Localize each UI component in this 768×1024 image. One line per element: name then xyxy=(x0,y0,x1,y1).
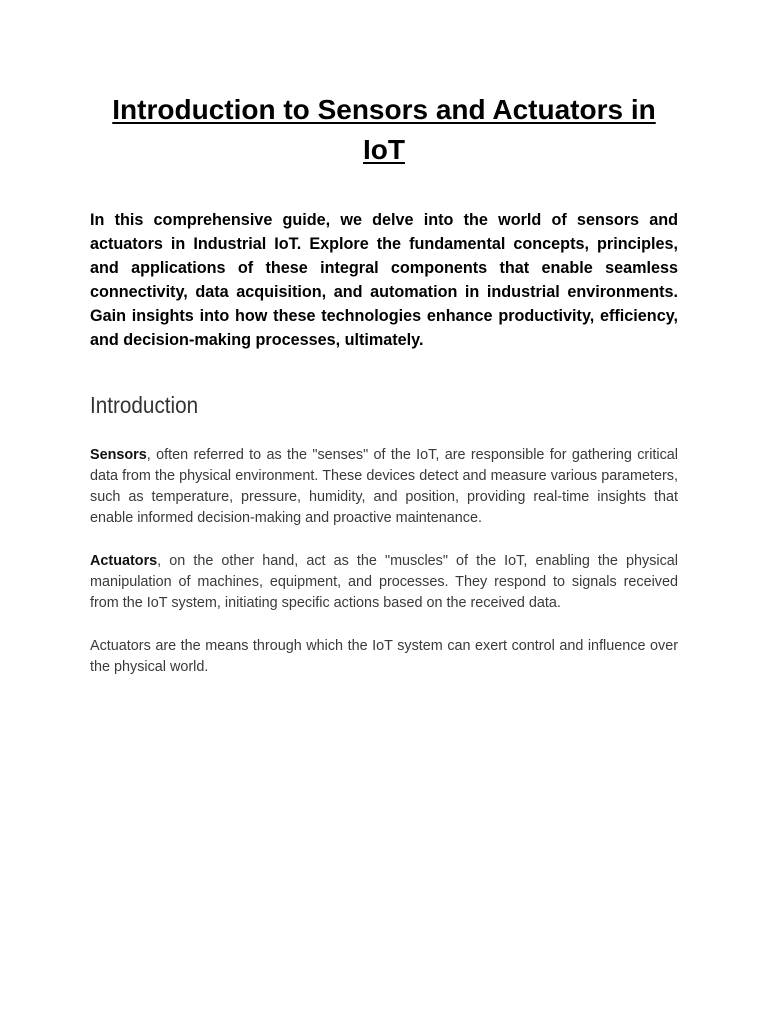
page-title: Introduction to Sensors and Actuators in IoT xyxy=(112,94,656,165)
actuators-description: , on the other hand, act as the "muscles" of the IoT, enabling the physical manipulation of machines, equipment, and processes. They respond to signals received from the IoT system, initiating specific actions based on the received data. xyxy=(90,553,678,611)
actuators-term: Actuators xyxy=(90,553,158,569)
sensors-description: , often referred to as the "senses" of the IoT, are responsible for gathering critical data from the physical environment. These devices detect and measure various parameters, such as temperature, pressure, humidity, and position, providing real-time insights that enable informed decision-making and proactive maintenance. xyxy=(90,447,678,526)
summary-paragraph: In this comprehensive guide, we delve into the world of sensors and actuators in Industrial IoT. Explore the fundamental concepts, principles, and applications of these integral components that enable seamless connectivity, data acquisition, and automation in industrial environments. Gain insights into how these technologies enhance productivity, efficiency, and decision-making processes, ultimately. xyxy=(90,211,678,349)
sensors-term: Sensors xyxy=(90,447,147,463)
sensors-paragraph xyxy=(90,445,678,529)
actuators-control-paragraph: Actuators are the means through which the IoT system can exert control and influence over the physical world. xyxy=(90,638,678,675)
section-heading: Introduction xyxy=(90,392,199,418)
actuators-paragraph xyxy=(90,551,678,614)
